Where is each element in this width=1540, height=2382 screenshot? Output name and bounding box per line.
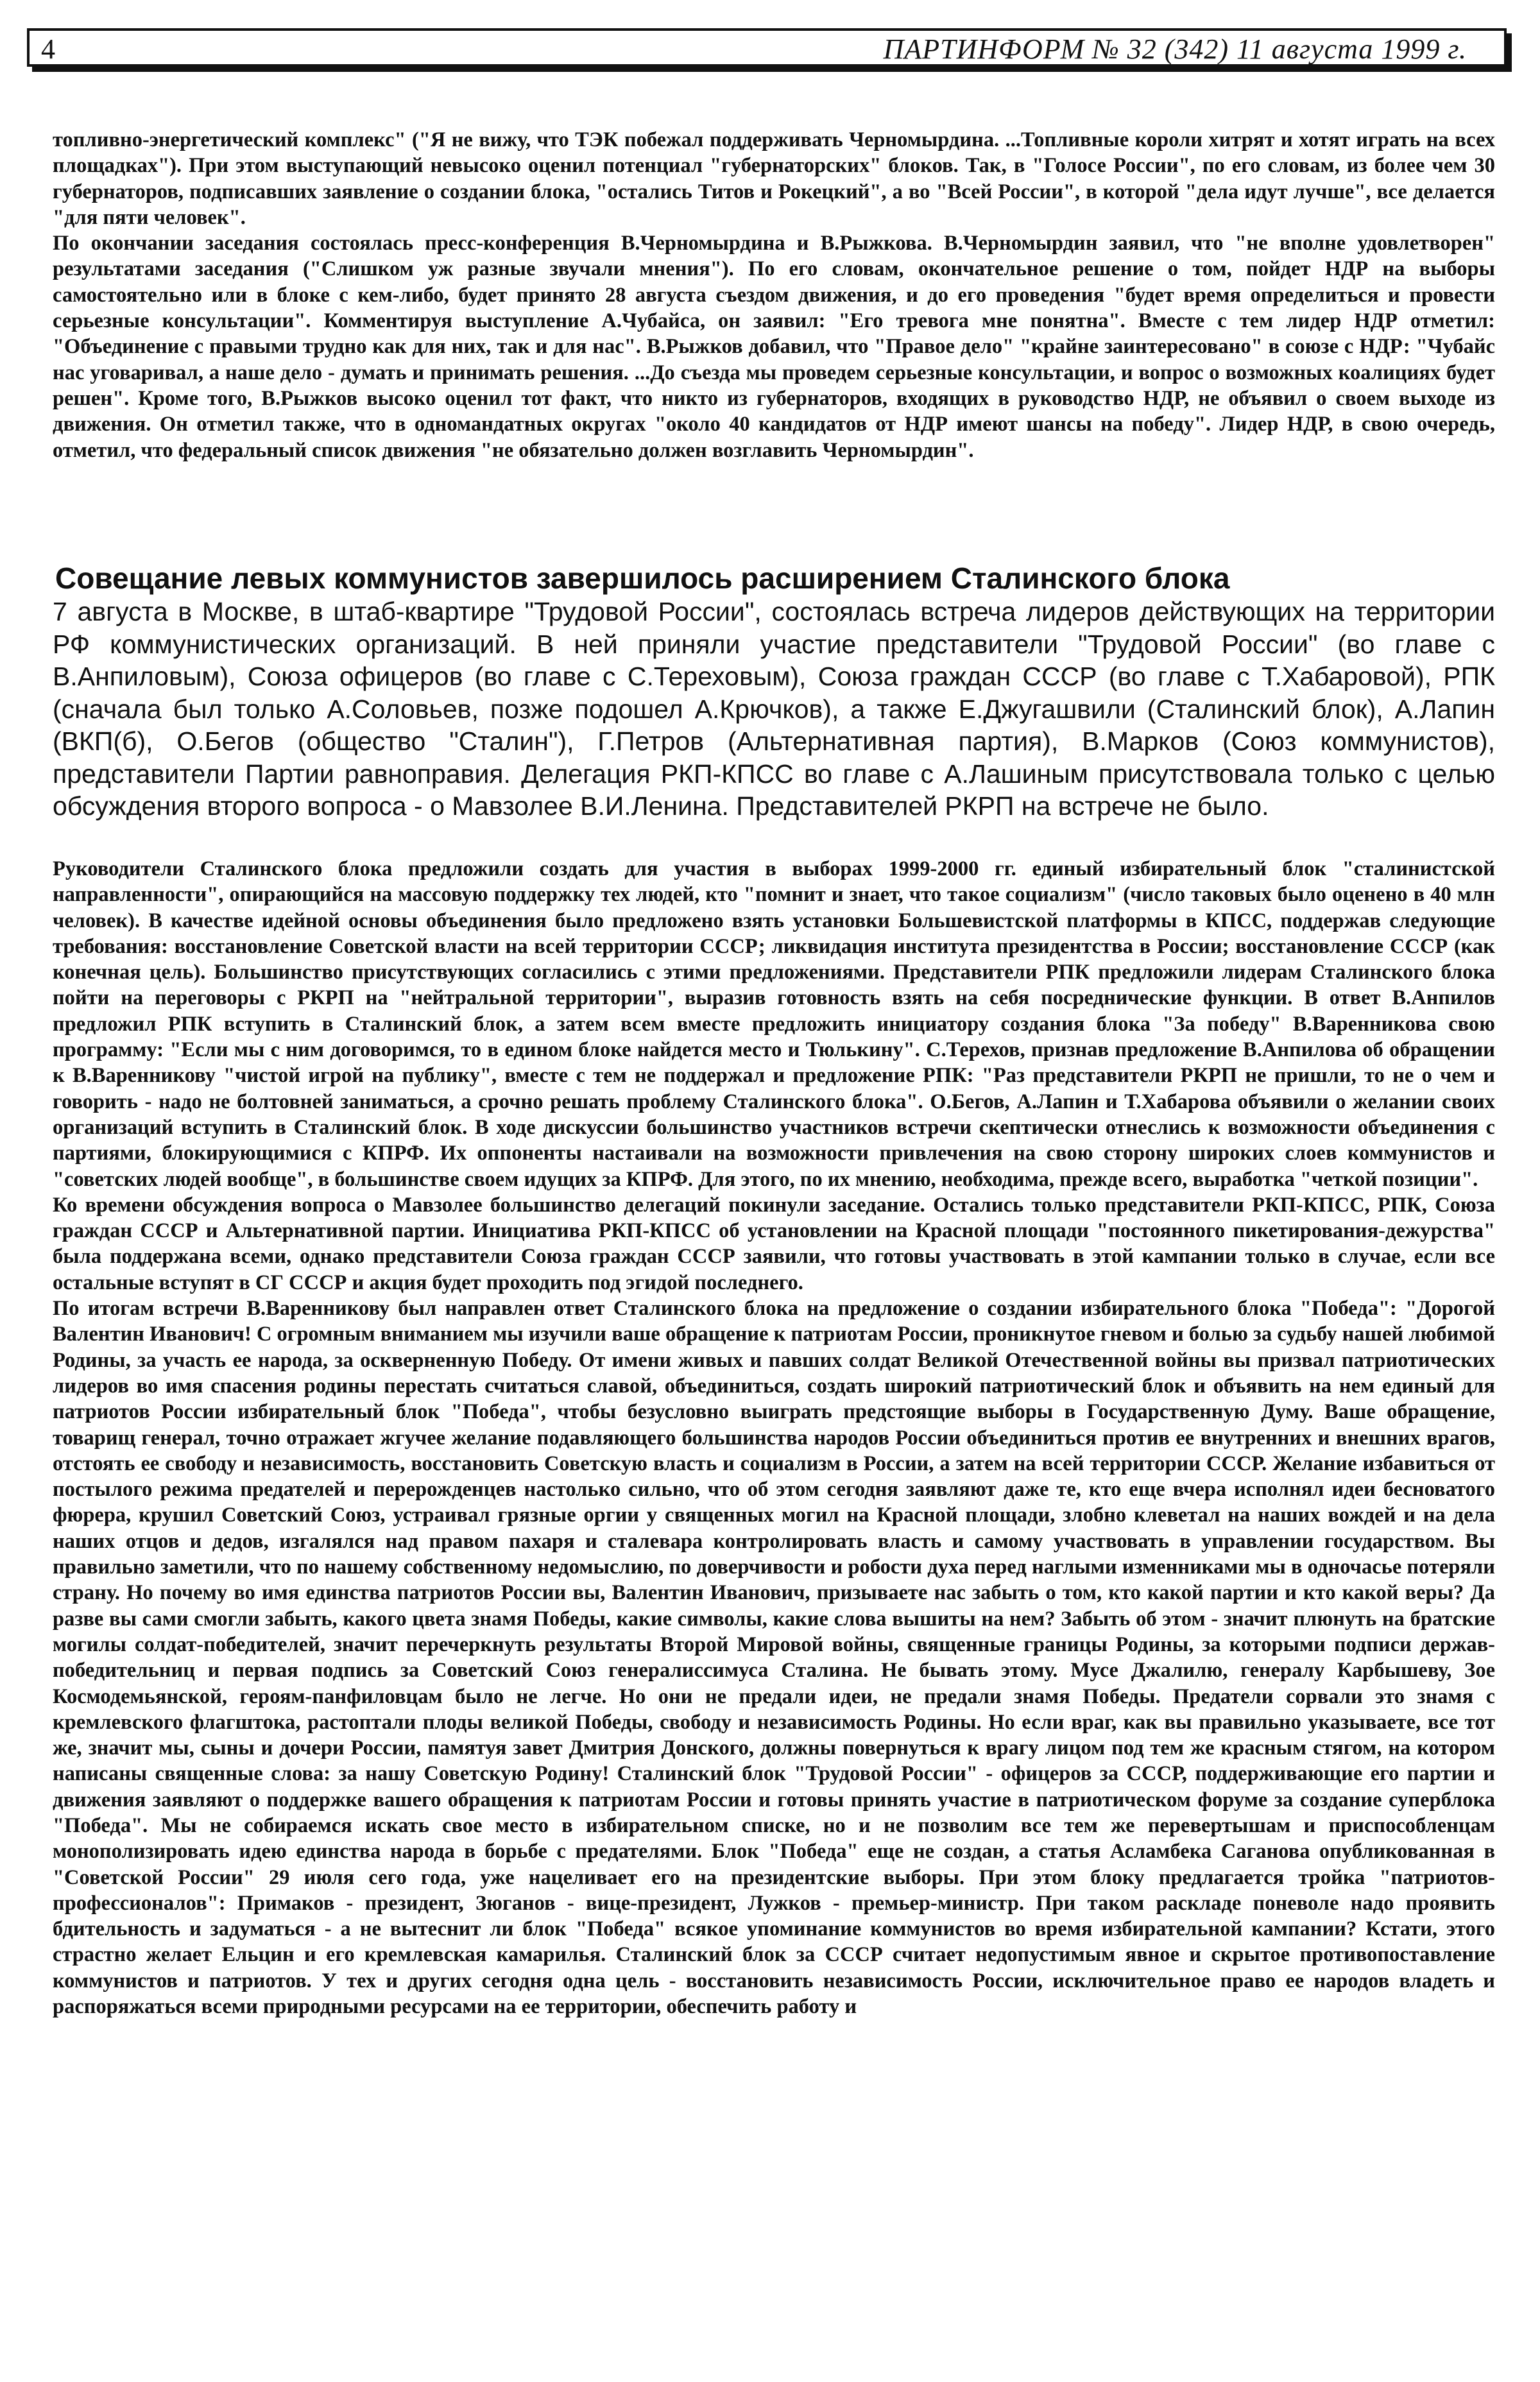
paragraph: По окончании заседания состоялась пресс-конференция В.Черномырдина и В.Рыжкова. В.Черномырдин заявил, что "не вполне удовлетворен" результатами заседания ("Слишком уж разные звучали мнения"). По его словам, окончательное решение о том, пойдет НДР на выборы самостоятельно или в блоке с кем-либо, будет принято 28 августа съездом движения, и до его проведения "будет время определиться и провести серьезные консультации". Комментируя выступление А.Чубайса, он заявил: "Его тревога мне понятна". Вместе с тем лидер НДР отметил: "Объединение с правыми трудно как для них, так и для нас". В.Рыжков добавил, что "Правое дело" "крайне заинтересовано" в союзе с НДР: "Чубайс нас уговаривал, а наше дело - думать и принимать решения. ...До съезда мы проведем серьезные консультации, и вопрос о возможных коалициях будет решен". Кроме того, В.Рыжков высоко оценил тот факт, что никто из губернаторов, входящих в руководство НДР, не объявил о своем выходе из движения. Он отметил также, что в одномандатных округах "около 40 кандидатов от НДР имеют шансы на победу". Лидер НДР, в свою очередь, отметил, что федеральный список движения "не обязательно должен возглавить Черномырдин". (53, 232, 1495, 462)
main-article (53, 561, 1495, 823)
paragraph: По итогам встречи В.Варенникову был направлен ответ Сталинского блока на предложение о создании избирательного блока "Победа": "Дорогой Валентин Иванович! С огромным вниманием мы изучили ваше обращение к патриотам России, проникнутое гневом и болью за судьбу нашей любимой Родины, за участь ее народа, за оскверненную Победу. От имени живых и павших солдат Великой Отечественной войны вы призвал патриотических лидеров во имя спасения родины перестать считаться славой, объединиться, создать широкий патриотический блок и объявить на нем единый для патриотов России избирательный блок "Победа", чтобы безусловно выиграть предстоящие выборы в Государственную Думу. Ваше обращение, товарищ генерал, точно отражает жгучее желание подавляющего большинства народов России объединиться против ее внутренних и внешних врагов, отстоять ее свободу и независимость, восстановить Советскую власть и социализм в России, а затем на всей территории СССР. Желание избавиться от постылого режима предателей и перерожденцев настолько сильно, что об этом сегодня заявляют даже те, кто еще вчера исполнял идеи бесноватого фюрера, крушил Советский Союз, устраивал грязные оргии у священных могил на Красной площади, злобно клеветал на наших вождей и на дела наших отцов и дедов, изгалялся над правом пахаря и сталевара контролировать власть и самому участвовать в управлении государством. Вы правильно заметили, что по нашему собственному недомыслию, по доверчивости и робости духа перед наглыми изменниками мы в одночасье потеряли страну. Но почему во имя единства патриотов России вы, Валентин Иванович, призываете нас забыть о том, кто какой партии и кто какой веры? Да разве вы сами смогли забыть, какого цвета знамя Победы, какие символы, какие слова вышиты на нем? Забыть об этом - значит плюнуть на братские могилы солдат-победителей, значит перечеркнуть результаты Второй Мировой войны, священные границы Родины, за которыми подписи держав-победительниц и первая подпись за Советский Союз генералиссимуса Сталина. Не бывать этому. Мусе Джалилю, генералу Карбышеву, Зое Космодемьянской, героям-панфиловцам было не легче. Но они не предали идеи, не предали знамя Победы. Предатели сорвали это знамя с кремлевского флагштока, растоптали плоды великой Победы, свободу и независимость Родины. Но если враг, как вы правильно указываете, все тот же, значит мы, сыны и дочери России, памятуя завет Дмитрия Донского, должны повернуться к врагу лицом под тем же красным стягом, на котором написаны священные слова: за нашу Советскую Родину! Сталинский блок "Трудовой России" - офицеров за СССР, поддерживающие его партии и движения заявляют о поддержке вашего обращения к патриотам России и готовы принять участие в патриотическом форуме за создание суперблока "Победа". Мы не собираемся искать свое место в избирательном списке, но и не позволим все тем же перевертышам и приспособленцам монополизировать идею единства народа в борьбе с предателями. Блок "Победа" еще не создан, а статья Асламбека Саганова опубликованная в "Советской России" 29 июля сего года, уже нацеливает его на президентские выборы. При этом блоку предлагается тройка "патриотов-профессионалов": Примаков - президент, Зюганов - вице-президент, Лужков - премьер-министр. При таком раскладе поневоле надо проявить бдительность и задуматься - а не вытеснит ли блок "Победа" всякое упоминание коммунистов во время избирательной кампании? Кстати, этого страстно желает Ельцин и его кремлевская камарилья. Сталинский блок за СССР считает недопустимым явное и скрытое противопоставление коммунистов и патриотов. У тех и других сегодня одна цель - восстановить независимость России, исключительное право ее народов владеть и распоряжаться всеми природными ресурсами на ее территории, обеспечить работу и (53, 1297, 1495, 2019)
paragraph: Ко времени обсуждения вопроса о Мавзолее большинство делегаций покинули заседание. Остались только представители РКП-КПСС, РПК, Союза граждан СССР и Альтернативной партии. Инициатива РКП-КПСС об установлении на Красной площади "постоянного пикетирования-дежурства" была поддержана всеми, однако представители Союза граждан СССР заявили, что готовы участвовать в этой кампании только в случае, если все остальные вступят в СГ СССР и акция будет проходить под эгидой последнего. (53, 1193, 1495, 1294)
paragraph: топливно-энергетический комплекс" ("Я не вижу, что ТЭК побежал поддерживать Черномырдина. ...Топливные короли хитрят и хотят играть на всех площадках"). При этом выступающий невысоко оценил потенциал "губернаторских" блоков. Так, в "Голосе России", по его словам, из более чем 30 губернаторов, подписавших заявление о создании блока, "остались Титов и Рокецкий", а во "Всей России", в которой "дела идут лучше", все делается "для пяти человек". (53, 128, 1495, 229)
paragraph: Руководители Сталинского блока предложили создать для участия в выборах 1999-2000 гг. единый избирательный блок "сталинистской направленности", опирающийся на массовую поддержку тех людей, кто "помнит и знает, что такое социализм" (число таковых было оценено в 40 млн человек). В качестве идейной основы объединения было предложено взять установки Большевистской платформы в КПСС, поддержав следующие требования: восстановление Советской власти на всей территории СССР; ликвидация института президентства в России; восстановление СССР (как конечная цель). Большинство присутствующих согласились с этими предложениями. Представители РПК предложили лидерам Сталинского блока пойти на переговоры с РКРП на "нейтральной территории", выразив готовность взять на себя посреднические функции. В ответ В.Анпилов предложил РПК вступить в Сталинский блок, а затем всем вместе предложить инициатору создания блока "За победу" В.Варенникова свою программу: "Если мы с ним договоримся, то в едином блоке найдется место и Тюлькину". С.Терехов, признав предложение В.Анпилова об обращении к В.Варенникову "чистой игрой на публику", вместе с тем не поддержал и предложение РПК: "Раз представители РКРП не пришли, то не о чем и говорить - надо не болтовней заниматься, а срочно решать проблему Сталинского блока". О.Бегов, А.Лапин и Т.Хабарова объявили о желании своих организаций вступить в Сталинский блок. В ходе дискуссии большинство участников встречи скептически отнеслись к возможности объединения с партиями, блокирующимися с КПРФ. Их оппоненты настаивали на возможности привлечения на свою сторону широких слоев коммунистов и "советских людей вообще", в большинстве своем идущих за КПРФ. Для этого, по их мнению, необходима, прежде всего, выработка "четкой позиции". (53, 857, 1495, 1191)
page-header (27, 28, 1507, 67)
article-lead: 7 августа в Москве, в штаб-квартире "Трудовой России", состоялась встреча лидеров действующих на территории РФ коммунистических организаций. В ней приняли участие представители "Трудовой России" (во главе с В.Анпиловым), Союза офицеров (во главе с С.Тереховым), Союза граждан СССР (во главе с Т.Хабаровой), РПК (сначала был только А.Соловьев, позже подошел А.Крючков), а также Е.Джугашвили (Сталинский блок), А.Лапин (ВКП(б), О.Бегов (общество "Сталин"), Г.Петров (Альтернативная партия), В.Марков (Союз коммунистов), представители Партии равноправия. Делегация РКП-КПСС во главе с А.Лашиным присутствовала только с целью обсуждения второго вопроса - о Мавзолее В.И.Ленина. Представителей РКРП на встрече не было. (53, 597, 1495, 821)
masthead: ПАРТИНФОРМ № 32 (342) 11 августа 1999 г. (883, 33, 1467, 65)
article-headline: Совещание левых коммунистов завершилось расширением Сталинского блока (55, 561, 1230, 595)
main-article-body (53, 856, 1495, 2019)
page-number: 4 (41, 33, 55, 65)
top-article (53, 127, 1495, 463)
